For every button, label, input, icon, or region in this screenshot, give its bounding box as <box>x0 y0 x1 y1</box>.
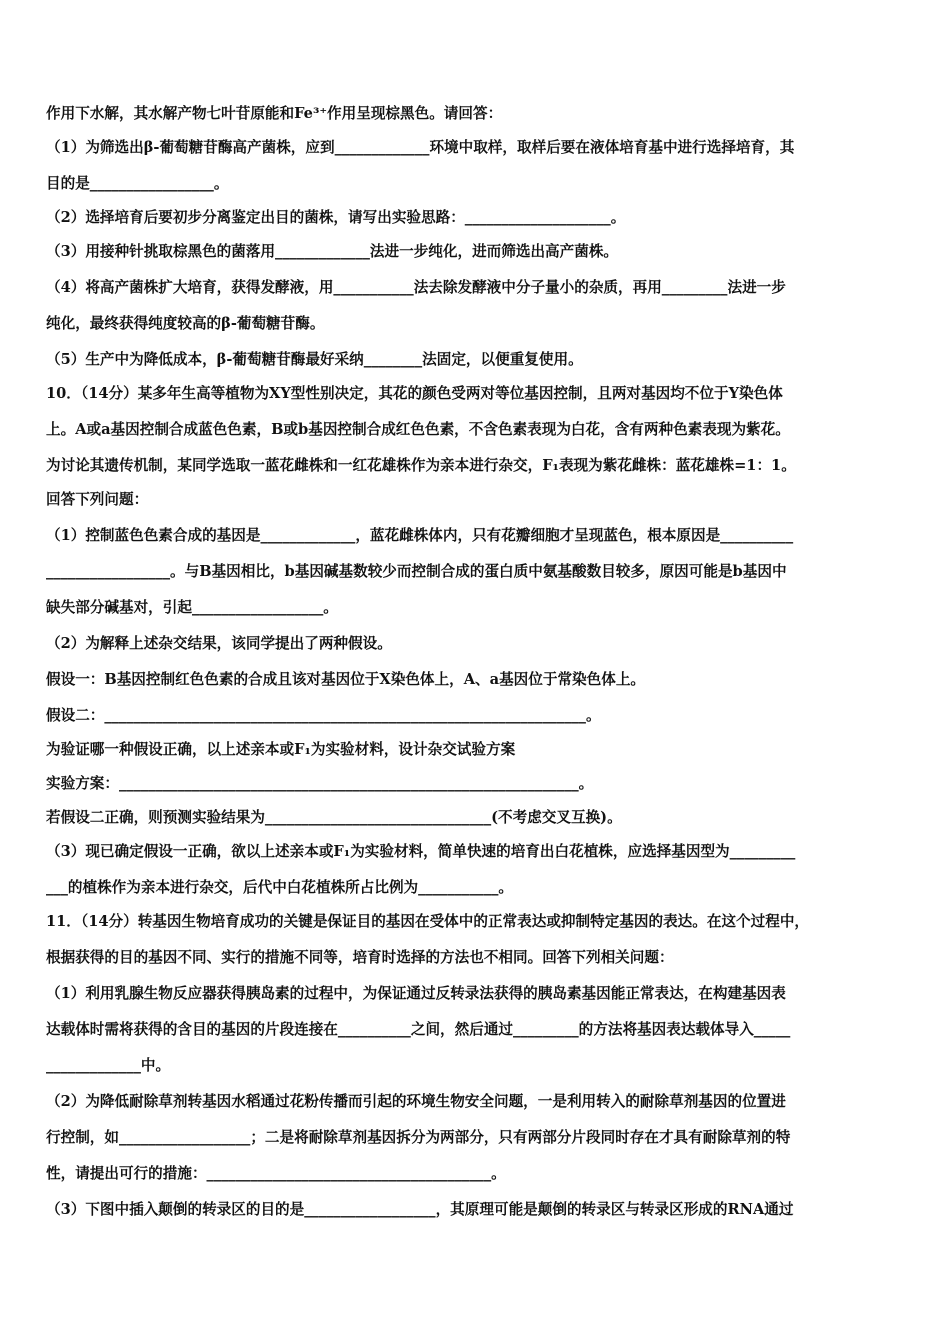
text-line: _____________中。 <box>46 1057 171 1074</box>
text-line: 回答下列问题： <box>46 491 149 508</box>
text-line: （3）下图中插入颠倒的转录区的目的是__________________，其原理可能是颠倒的转录区与转录区形成的RNA通过 <box>46 1201 794 1218</box>
text-line: 性，请提出可行的措施：_______________________________________。 <box>46 1165 506 1182</box>
text-line: （3）用接种针挑取棕黑色的菌落用_____________法进一步纯化，进而筛选出高产菌株。 <box>46 243 619 260</box>
text-line: 若假设二正确，则预测实验结果为_______________________________(不考虑交叉互换)。 <box>46 809 622 826</box>
text-line: 上。A或a基因控制合成蓝色色素，B或b基因控制合成红色色素，不含色素表现为白花，含有两种色素表现为紫花。 <box>46 421 790 438</box>
text-line: 行控制，如__________________；二是将耐除草剂基因拆分为两部分，只有两部分片段同时存在才具有耐除草剂的特 <box>46 1129 791 1146</box>
text-line: 根据获得的目的基因不同、实行的措施不同等，培育时选择的方法也不相同。回答下列相关问题： <box>46 949 674 966</box>
text-line: （5）生产中为降低成本，β-葡萄糖苷酶最好采纳________法固定，以便重复使用。 <box>46 351 583 368</box>
text-line: 缺失部分碱基对，引起__________________。 <box>46 599 338 616</box>
text-line: 10．（14分）某多年生高等植物为XY型性别决定，其花的颜色受两对等位基因控制，且两对基因均不位于Y染色体 <box>46 385 783 402</box>
text-line: （4）将高产菌株扩大培育，获得发酵液，用___________法去除发酵液中分子量小的杂质，再用_________法进一步 <box>46 279 786 296</box>
text-line: （2）为降低耐除草剂转基因水稻通过花粉传播而引起的环境生物安全问题，一是利用转入的耐除草剂基因的位置进 <box>46 1093 786 1110</box>
text-line: ___的植株作为亲本进行杂交，后代中白花植株所占比例为___________。 <box>46 879 514 896</box>
text-line: （1）为筛选出β-葡萄糖苷酶高产菌株，应到_____________环境中取样，取样后要在液体培育基中进行选择培育，其 <box>46 139 795 156</box>
text-line: （1）利用乳腺生物反应器获得胰岛素的过程中，为保证通过反转录法获得的胰岛素基因能正常表达，在构建基因表 <box>46 985 786 1002</box>
text-line: 实验方案：_______________________________________________________________。 <box>46 775 594 792</box>
text-line: （2）为解释上述杂交结果，该同学提出了两种假设。 <box>46 635 392 652</box>
text-line: 作用下水解，其水解产物七叶苷原能和Fe³⁺作用呈现棕黑色。请回答： <box>46 105 503 122</box>
text-line: 11．（14分）转基因生物培育成功的关键是保证目的基因在受体中的正常表达或抑制特定基因的表达。在这个过程中， <box>46 913 810 930</box>
text-line: （3）现已确定假设一正确，欲以上述亲本或F₁为实验材料，简单快速的培育出白花植株，应选择基因型为_________ <box>46 843 796 860</box>
text-line: 纯化，最终获得纯度较高的β-葡萄糖苷酶。 <box>46 315 325 332</box>
text-line: 为验证哪一种假设正确，以上述亲本或F₁为实验材料，设计杂交试验方案 <box>46 741 516 758</box>
text-line: 假设二：__________________________________________________________________。 <box>46 707 601 724</box>
text-line: 目的是_________________。 <box>46 175 229 192</box>
text-line: 达载体时需将获得的含目的基因的片段连接在__________之间，然后通过_________的方法将基因表达载体导入_____ <box>46 1021 791 1038</box>
text-line: （1）控制蓝色色素合成的基因是_____________，蓝花雌株体内，只有花瓣细胞才呈现蓝色，根本原因是__________ <box>46 527 794 544</box>
text-line: （2）选择培育后要初步分离鉴定出目的菌株，请写出实验思路：____________________。 <box>46 209 626 226</box>
text-line: _________________。与B基因相比，b基因碱基数较少而控制合成的蛋白质中氨基酸数目较多，原因可能是b基因中 <box>46 563 787 580</box>
text-line: 为讨论其遗传机制，某同学选取一蓝花雌株和一红花雄株作为亲本进行杂交，F₁表现为紫花雌株：蓝花雄株=1：1。 <box>46 457 796 474</box>
text-line: 假设一：B基因控制红色色素的合成且该对基因位于X染色体上，A、a基因位于常染色体上。 <box>46 671 646 688</box>
